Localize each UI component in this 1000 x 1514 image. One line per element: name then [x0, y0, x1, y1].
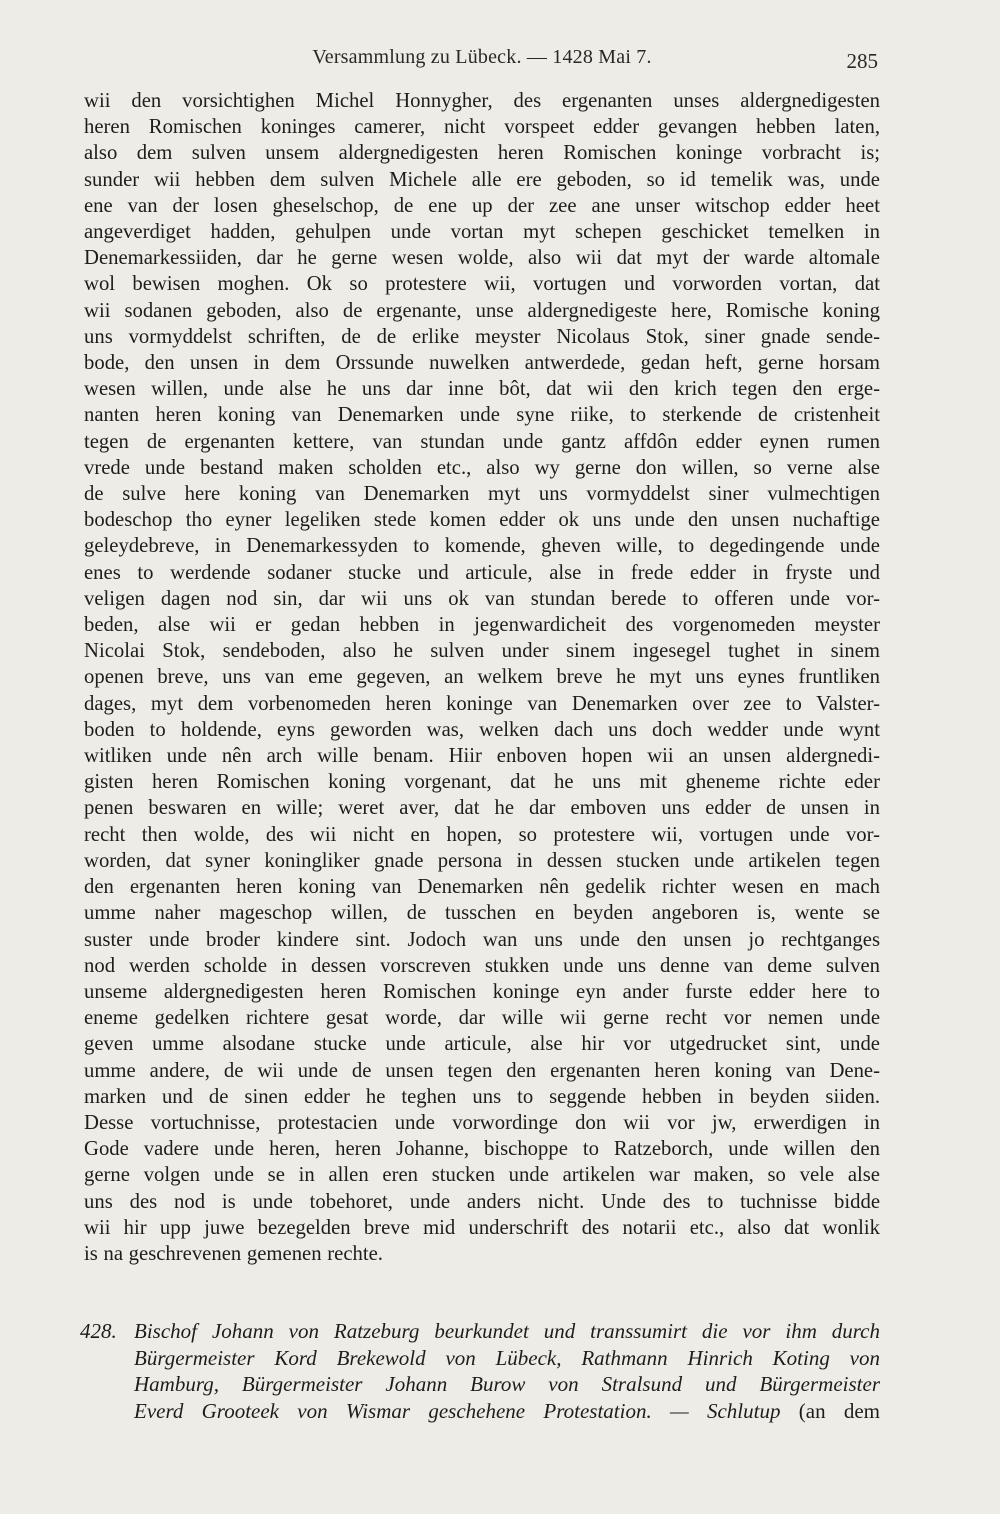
body-text-line: wii den vorsichtighen Michel Honnygher, des ergenanten unses aldergnedigesten [84, 90, 880, 112]
body-text-line: bodeschop tho eyner legeliken stede komen edder ok uns unde den unsen nuchaftige [84, 509, 880, 532]
entry-heading-line-with-tail [84, 1398, 880, 1425]
body-text-line: geven umme alsodane stucke unde articule, alse hir vor utgedrucket sint, unde [84, 1033, 880, 1056]
body-text-line: Nicolai Stok, sendeboden, also he sulven under sinem ingesegel tughet in sinem [84, 640, 880, 663]
body-text-line: gerne volgen unde se in allen eren stucken unde artikelen war maken, so vele alse [84, 1164, 880, 1187]
entry-heading-text: Everd Grooteek von Wismar geschehene Protestation. — Schlutup [134, 1398, 781, 1423]
body-text-line: witliken unde nên arch wille benam. Hiir enboven hopen wii an unsen aldergnedi- [84, 745, 880, 768]
body-text-line: uns vormyddelst schriften, de de erlike meyster Nicolaus Stok, siner gnade sende- [84, 325, 880, 348]
body-text-line: geleydebreve, in Denemarkessyden to komende, gheven wille, to degedingende unde [84, 535, 880, 558]
body-text-line: sunder wii hebben dem sulven Michele alle ere geboden, so id temelik was, unde [84, 168, 880, 191]
body-text-line: wesen willen, unde alse he uns dar inne bôt, dat wii den krich tegen den erge- [84, 378, 880, 401]
document-entry-428 [80, 1318, 881, 1424]
entry-heading-line: Bischof Johann von Ratzeburg beurkundet und transsumirt die vor ihm durch [134, 1319, 880, 1343]
body-text-line: angeverdiget hadden, gehulpen unde vortan myt schepen geschicket temelken in [84, 221, 880, 244]
body-text-line: Desse vortuchnisse, protestacien unde vorwordinge don wii vor jw, erwerdigen in [84, 1111, 880, 1134]
body-text-line: heren Romischen koninges camerer, nicht vorspeet edder gevangen hebben laten, [84, 116, 880, 139]
body-text-line: suster unde broder kindere sint. Jodoch wan uns unde den unsen jo rechtganges [84, 928, 880, 951]
body-text-line: Denemarkessiiden, dar he gerne wesen wolde, also wii dat myt der warde altomale [84, 247, 880, 270]
body-text-line: nod werden scholde in dessen vorscreven stukken unde uns denne van deme sulven [84, 954, 880, 977]
entry-heading-line: Bürgermeister Kord Brekewold von Lübeck, Rathmann Hinrich Koting von [134, 1345, 880, 1370]
page-number: 285 [846, 49, 878, 73]
body-text-line: ene van der losen gheselschop, de ene up der zee ane unser witschop edder heet [84, 194, 880, 217]
body-text [84, 88, 880, 1267]
running-header [84, 42, 880, 72]
body-text-line: is na geschrevenen gemenen rechte. [84, 1242, 383, 1265]
body-text-line: dages, myt dem vorbenomeden heren koninge van Denemarken over zee to Valster- [84, 692, 880, 715]
entry-trailing-text: (an dem [798, 1398, 881, 1423]
body-text-line: unseme aldergnedigesten heren Romischen koninge eyn ander furste edder here to [84, 980, 880, 1003]
body-text-line: Gode vadere unde heren, heren Johanne, bischoppe to Ratzeborch, unde willen den [84, 1138, 880, 1161]
entry-number: 428. [80, 1319, 117, 1343]
body-text-line: enes to werdende sodaner stucke und articule, alse in frede edder in fryste und [84, 561, 880, 584]
body-text-line: uns des nod is unde tobehoret, unde anders nicht. Unde des to tuchnisse bidde [84, 1190, 880, 1213]
body-text-line: also dem sulven unsem aldergnedigesten heren Romischen koninge vorbracht is; [84, 142, 880, 165]
body-text-line: wii sodanen geboden, also de ergenante, unse aldergnedigeste here, Romische koning [84, 299, 880, 322]
body-text-line: recht then wolde, des wii nicht en hopen, so protestere wii, vortugen unde vor- [84, 823, 880, 846]
running-title: Versammlung zu Lübeck. — 1428 Mai 7. [312, 46, 652, 68]
body-text-line: marken und de sinen edder he teghen uns to seggende hebben in beyden siiden. [84, 1085, 880, 1108]
body-text-line: umme andere, de wii unde de unsen tegen den ergenanten heren koning van Dene- [84, 1059, 880, 1082]
body-text-line: tegen de ergenanten kettere, van stundan unde gantz affdôn edder eynen rumen [84, 430, 880, 453]
body-text-line: de sulve here koning van Denemarken myt uns vormyddelst siner vulmechtigen [84, 483, 880, 506]
body-text-line: eneme gedelken richtere gesat worde, dar wille wii gerne recht vor nemen unde [84, 1007, 880, 1030]
body-text-line: gisten heren Romischen koning vorgenant, dat he uns mit gheneme richte eder [84, 771, 880, 794]
entry-heading-line: Hamburg, Bürgermeister Johann Burow von Stralsund und Bürgermeister [134, 1372, 880, 1397]
body-text-line: penen beswaren en wille; weret aver, dat he dar emboven uns edder de unsen in [84, 797, 880, 820]
body-text-line: vrede unde bestand maken scholden etc., also wy gerne don willen, so verne alse [84, 456, 880, 479]
body-text-line: wol bewisen moghen. Ok so protestere wii, vortugen und vorworden vortan, dat [84, 273, 880, 296]
body-text-line: veligen dagen nod sin, dar wii uns ok van stundan berede to offeren unde vor- [84, 587, 880, 610]
body-text-line: bode, den unsen in dem Orssunde nuwelken antwerdede, gedan heft, gerne horsam [84, 352, 880, 375]
body-text-line: wii hir upp juwe bezegelden breve mid underschrift des notarii etc., also dat wonlik [84, 1216, 880, 1239]
body-text-line: openen breve, uns van eme gegeven, an welkem breve he myt uns eynes fruntliken [84, 666, 880, 689]
body-text-line: umme naher mageschop willen, de tusschen en beyden angeboren is, wente se [84, 902, 880, 925]
body-text-line: beden, alse wii er gedan hebben in jegenwardicheit des vorgenomeden meyster [84, 614, 880, 637]
body-text-line: den ergenanten heren koning van Denemarken nên gedelik richter wesen en mach [84, 876, 880, 899]
body-text-line: worden, dat syner koningliker gnade persona in dessen stucken unde artikelen tegen [84, 849, 880, 872]
body-text-line: nanten heren koning van Denemarken unde syne riike, to sterkende de cristenheit [84, 404, 880, 427]
body-text-line: boden to holdende, eyns geworden was, welken dach uns doch wedder unde wynt [84, 718, 880, 741]
